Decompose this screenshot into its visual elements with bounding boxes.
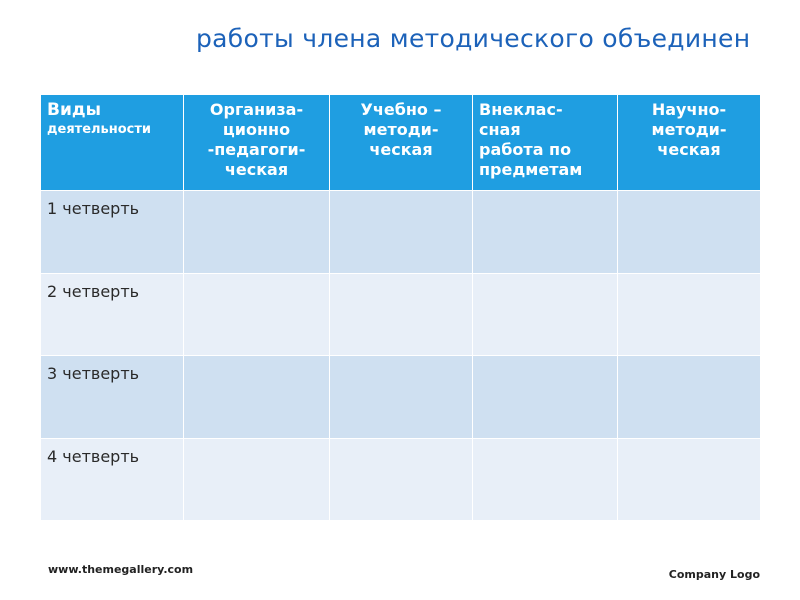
row-label-q3: 3 четверть bbox=[41, 356, 184, 439]
slide-title: работы члена методического объединен bbox=[196, 24, 751, 53]
table-cell bbox=[618, 438, 761, 521]
header-scientific-methodical: Научно- методи- ческая bbox=[618, 95, 761, 191]
header-extracurricular: Внеклас- сная работа по предметам bbox=[473, 95, 618, 191]
table-cell bbox=[618, 273, 761, 356]
table-row bbox=[41, 438, 761, 521]
table-row bbox=[41, 356, 761, 439]
table-cell bbox=[330, 191, 473, 274]
table-cell bbox=[473, 356, 618, 439]
table-cell bbox=[184, 438, 330, 521]
row-label-q1: 1 четверть bbox=[41, 191, 184, 274]
row-label-q2: 2 четверть bbox=[41, 273, 184, 356]
table-cell bbox=[330, 356, 473, 439]
table-cell bbox=[473, 273, 618, 356]
table-cell bbox=[618, 356, 761, 439]
table-cell bbox=[330, 273, 473, 356]
footer-website: www.themegallery.com bbox=[48, 563, 194, 576]
company-logo: Company Logo bbox=[668, 568, 760, 581]
table-cell bbox=[184, 191, 330, 274]
row-label-q4: 4 четверть bbox=[41, 438, 184, 521]
header-activity-types-sub: деятельности bbox=[47, 122, 152, 137]
table-row bbox=[41, 191, 761, 274]
activity-table bbox=[40, 94, 761, 521]
table-cell bbox=[618, 191, 761, 274]
table-cell bbox=[184, 356, 330, 439]
table-row bbox=[41, 273, 761, 356]
header-activity-types bbox=[41, 95, 184, 191]
header-educational-methodical: Учебно – методи- ческая bbox=[330, 95, 473, 191]
header-activity-types-main: Виды bbox=[47, 100, 101, 120]
table-cell bbox=[473, 438, 618, 521]
table-cell bbox=[473, 191, 618, 274]
header-org-pedagogical: Организа- ционно -педагоги- ческая bbox=[184, 95, 330, 191]
table-header-row bbox=[41, 95, 761, 191]
table-cell bbox=[184, 273, 330, 356]
table-cell bbox=[330, 438, 473, 521]
